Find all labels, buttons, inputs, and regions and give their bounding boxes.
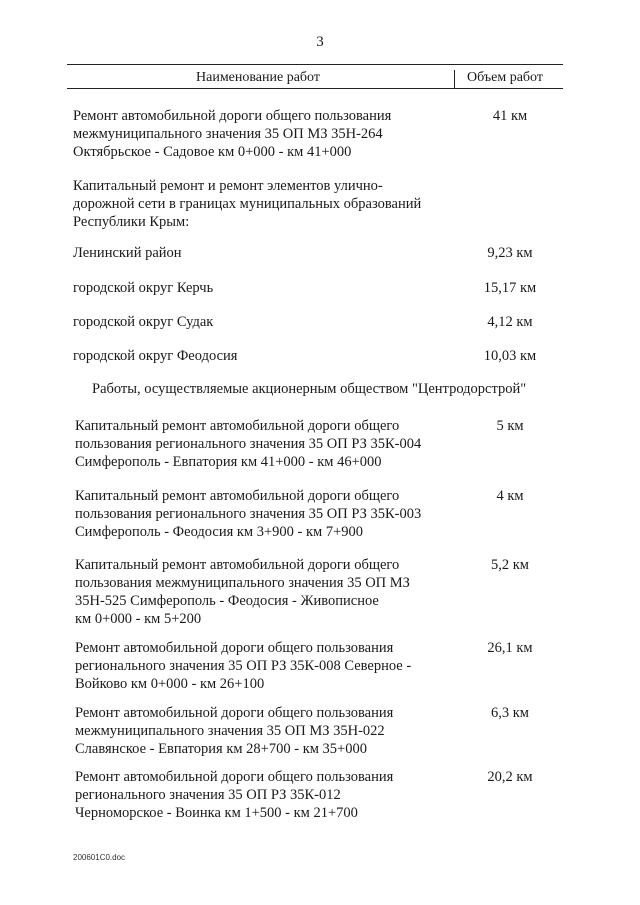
list-item-volume: 26,1 км [487, 640, 533, 656]
list-item-volume: 4,12 км [487, 314, 533, 330]
list-item-name: Ленинский район [73, 245, 182, 261]
list-item-volume: 6,3 км [491, 705, 529, 721]
list-item-name: Ремонт автомобильной дороги общего пользования регионального значения 35 ОП РЗ 35К-012 Черноморское - Воинка км 1+500 - км 21+700 [75, 769, 394, 821]
header-name-column: Наименование работ [196, 70, 320, 85]
list-item-name: городской округ Феодосия [73, 348, 238, 364]
file-name-footer: 200601С0.doc [73, 853, 126, 862]
list-item-volume: 5 км [496, 418, 524, 434]
list-item-name: Капитальный ремонт автомобильной дороги общего пользования регионального значения 35 ОП РЗ 35К-004 Симферополь - Евпатория км 41+000 - км 46+000 [75, 418, 422, 470]
list-item-volume: 41 км [492, 108, 528, 124]
section-title: Работы, осуществляемые акционерным обществом "Центродорстрой" [92, 381, 527, 397]
header-volume-column: Объем работ [467, 70, 543, 85]
list-item-name: городской округ Судак [73, 314, 214, 330]
list-item-name: Капитальный ремонт автомобильной дороги общего пользования регионального значения 35 ОП РЗ 35К-003 Симферополь - Феодосия км 3+900 - км 7+900 [75, 488, 422, 540]
list-item-name: Ремонт автомобильной дороги общего пользования регионального значения 35 ОП РЗ 35К-008 Северное - Войково км 0+000 - км 26+100 [75, 640, 412, 692]
list-item-volume: 5,2 км [491, 557, 529, 573]
list-item-name: городской округ Керчь [73, 280, 214, 296]
list-item-volume: 20,2 км [487, 769, 533, 785]
header-top-rule [67, 64, 563, 65]
list-item-name: Ремонт автомобильной дороги общего пользования межмуниципального значения 35 ОП МЗ 35Н-264 Октябрьское - Садовое км 0+000 - км 41+000 [73, 108, 392, 160]
header-bottom-rule [67, 88, 563, 89]
list-item-volume: 10,03 км [483, 348, 537, 364]
list-item-volume: 15,17 км [483, 280, 537, 296]
list-item-volume: 4 км [496, 488, 524, 504]
list-item-volume: 9,23 км [487, 245, 533, 261]
header-column-separator [454, 70, 455, 88]
list-item-name: Ремонт автомобильной дороги общего пользования межмуниципального значения 35 ОП МЗ 35Н-022 Славянское - Евпатория км 28+700 - км 35+000 [75, 705, 394, 757]
list-item-name: Капитальный ремонт и ремонт элементов улично- дорожной сети в границах муниципальных образований Республики Крым: [73, 178, 422, 230]
page-number: 3 [316, 34, 324, 50]
list-item-name: Капитальный ремонт автомобильной дороги общего пользования межмуниципального значения 35 ОП МЗ 35Н-525 Симферополь - Феодосия - Живописное км 0+000 - км 5+200 [75, 557, 410, 627]
